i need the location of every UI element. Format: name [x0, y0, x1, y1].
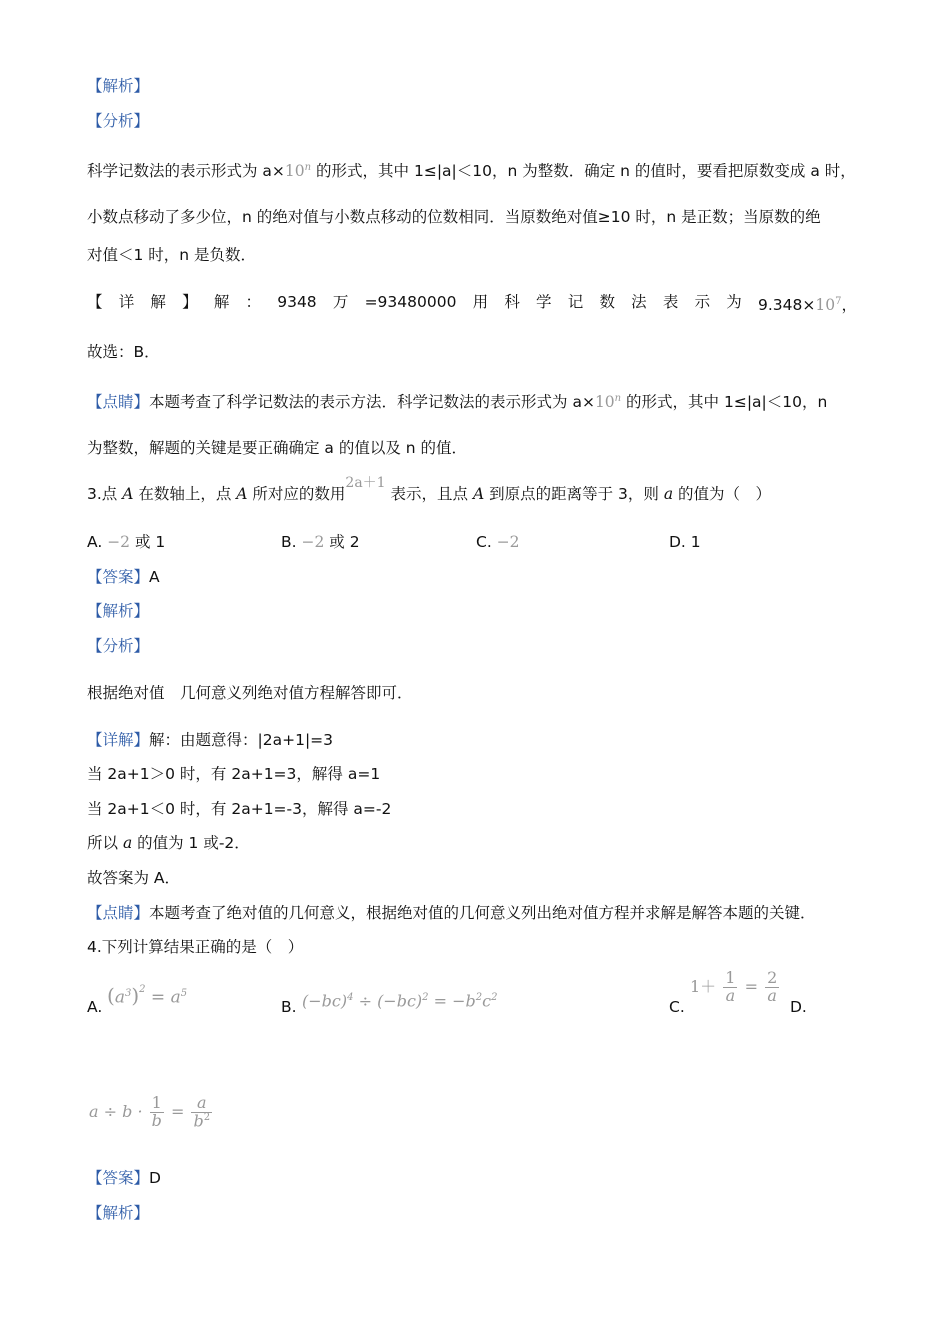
- q3-xiangjie: 【详解】解：由题意得：|2a+1|=3: [87, 731, 334, 749]
- q2-dianjing-line2: 为整数，解题的关键是要正确确定 a 的值以及 n 的值．: [87, 439, 468, 457]
- q4-option-b-expression: $(-bc)^4 \div (-bc)^2 = -b^2c^2$: [302, 991, 498, 1011]
- q4-jiexi-tag: 【解析】: [87, 1204, 150, 1222]
- q3-fenxi-tag: 【分析】: [87, 637, 150, 655]
- q3-option-d: D. 1: [669, 533, 701, 551]
- q4-stem: 4.下列计算结果正确的是（ ）: [87, 938, 304, 956]
- q3-dianjing: 【点睛】本题考查了绝对值的几何意义，根据绝对值的几何意义列出绝对值方程并求解是解答本题的关键．: [87, 904, 816, 922]
- q3-case1: 当 2a+1＞0 时，有 2a+1=3，解得 a=1: [87, 765, 381, 783]
- q3-case2: 当 2a+1＜0 时，有 2a+1=-3，解得 a=-2: [87, 800, 392, 818]
- q2-fenxi-line1: 科学记数法的表示形式为 $a\times 10^n$ 的形式，其中 1≤|a|＜10，n 为整数．确定 n 的值时，要看把原数变成 a 时，: [87, 162, 856, 181]
- q4-option-d-expression: a ÷ b · $\frac{1}{b}$ = $\frac{a}{b^2}$: [89, 1093, 211, 1131]
- q4-option-c-expression: 1＋ $\frac{1}{a}$ = $\frac{2}{a}$: [690, 968, 778, 1005]
- q3-option-b: B. −2 或 2: [281, 533, 360, 551]
- q3-guxuan: 故答案为 A．: [87, 869, 181, 887]
- q2-fenxi-line2: 小数点移动了多少位，n 的绝对值与小数点移动的位数相同．当原数绝对值≥10 时，n 是正数；当原数的绝: [87, 208, 821, 226]
- q4-option-d: D.: [790, 998, 807, 1016]
- q3-jiexi-tag: 【解析】: [87, 602, 150, 620]
- q4-answer: 【答案】D: [87, 1169, 161, 1187]
- q3-answer: 【答案】A: [87, 568, 160, 586]
- q3-option-a: A. −2 或 1: [87, 533, 166, 551]
- q2-guxuan: 故选：B．: [87, 343, 160, 361]
- q2-xiangjie-line: 【 详 解 】 解 ： 9348 万 =93480000 用 科 学 记 数 法 表 示 为 $9.348\times 10^7$，: [87, 293, 857, 315]
- q3-option-c: C. −2: [476, 533, 520, 551]
- q3-fenxi-text: 根据绝对值 几何意义列绝对值方程解答即可．: [87, 684, 413, 702]
- q2-fenxi-line3: 对值＜1 时，n 是负数．: [87, 246, 257, 264]
- q4-option-b: B.: [281, 998, 297, 1016]
- jiexi-tag: 【解析】: [87, 77, 150, 95]
- q3-stem: 3.点 A 在数轴上，点 A 所对应的数用2a＋1 表示，且点 A 到原点的距离等于 3，则 a 的值为（ ）: [87, 475, 771, 503]
- q4-option-c: C.: [669, 998, 685, 1016]
- q3-conclusion: 所以 a 的值为 1 或-2．: [87, 834, 250, 852]
- q2-result-expression: $9.348\times 10^7$，: [757, 296, 857, 315]
- q4-option-a-expression: $(a^3)^2 = a^5$: [107, 983, 188, 1008]
- q3-expression: 2a＋1: [345, 475, 386, 491]
- q4-option-a: A.: [87, 998, 103, 1016]
- fenxi-tag: 【分析】: [87, 112, 150, 130]
- q2-dianjing-line1: 【点睛】本题考查了科学记数法的表示方法．科学记数法的表示形式为 $a\times 10^n$ 的形式，其中 1≤|a|＜10，n: [87, 393, 828, 412]
